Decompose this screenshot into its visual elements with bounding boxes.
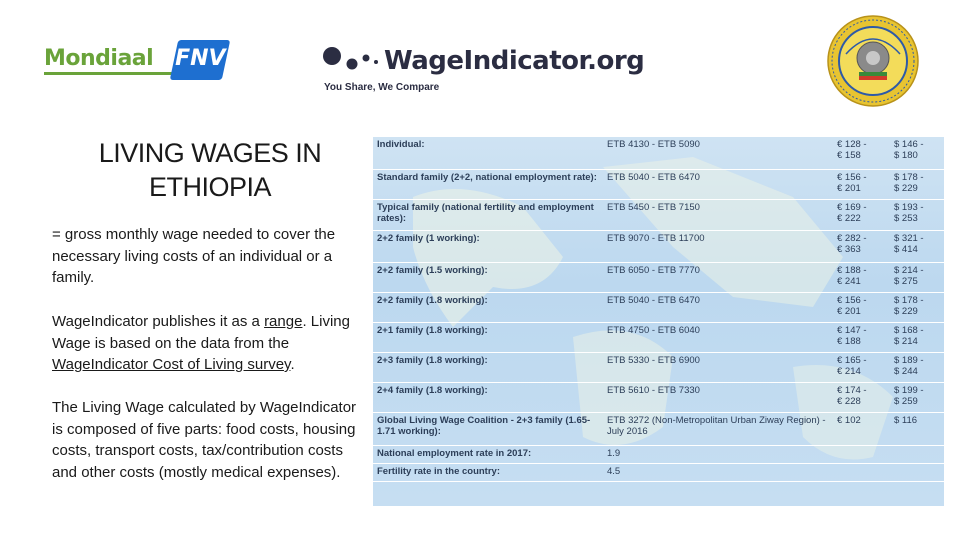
range-paragraph	[52, 311, 364, 376]
row-label: National employment rate in 2017:	[373, 445, 603, 463]
usd-range: $ 178 - $ 229	[890, 169, 944, 199]
table-row	[373, 169, 944, 199]
eur-range: € 188 - € 241	[833, 262, 890, 292]
fnv-badge-text: FNV	[175, 46, 226, 71]
definition-paragraph: = gross monthly wage needed to cover the necessary living costs of an individual or a family.	[52, 226, 336, 286]
usd-range: $ 193 - $ 253	[890, 199, 944, 230]
usd-range	[890, 463, 944, 481]
etb-range: ETB 5330 - ETB 6900	[603, 352, 833, 382]
fnv-badge	[170, 40, 231, 80]
row-label: 2+3 family (1.8 working):	[373, 352, 603, 382]
table-row	[373, 230, 944, 262]
living-wage-table-panel	[373, 137, 944, 506]
confederation-seal-icon	[826, 14, 920, 108]
eur-range: € 156 - € 201	[833, 169, 890, 199]
etb-range: ETB 6050 - ETB 7770	[603, 262, 833, 292]
page-title-line1: LIVING WAGES IN	[98, 138, 322, 168]
table-row	[373, 322, 944, 352]
table-row	[373, 463, 944, 481]
eur-range: € 174 - € 228	[833, 382, 890, 412]
etb-range: ETB 4750 - ETB 6040	[603, 322, 833, 352]
usd-range: $ 178 - $ 229	[890, 292, 944, 322]
etb-range: ETB 3272 (Non-Metropolitan Urban Ziway Region) - July 2016	[603, 412, 833, 445]
etb-range: 4.5	[603, 463, 833, 481]
range-text-a: WageIndicator publishes it as a	[52, 313, 265, 330]
etb-range: ETB 4130 - ETB 5090	[603, 137, 833, 169]
table-row	[373, 352, 944, 382]
fnv-logo-word: Mondiaal	[44, 46, 154, 71]
range-link[interactable]: range	[264, 313, 303, 330]
eur-range	[833, 463, 890, 481]
row-label: 2+2 family (1.5 working):	[373, 262, 603, 292]
usd-range: $ 214 - $ 275	[890, 262, 944, 292]
table-row	[373, 137, 944, 169]
row-label: 2+1 family (1.8 working):	[373, 322, 603, 352]
table-row	[373, 199, 944, 230]
range-text-c: .	[290, 356, 295, 373]
fnv-logo-underline	[44, 72, 172, 75]
row-label: 2+4 family (1.8 working):	[373, 382, 603, 412]
etb-range: ETB 9070 - ETB 11700	[603, 230, 833, 262]
eur-range: € 102	[833, 412, 890, 445]
row-label: Fertility rate in the country:	[373, 463, 603, 481]
usd-range: $ 189 - $ 244	[890, 352, 944, 382]
row-label: Global Living Wage Coalition - 2+3 family (1.65-1.71 working):	[373, 412, 603, 445]
usd-range: $ 116	[890, 412, 944, 445]
range-text-b: . Living Wage is based on the data from the	[52, 313, 350, 352]
usd-range: $ 146 - $ 180	[890, 137, 944, 169]
composition-paragraph: The Living Wage calculated by WageIndicator is composed of five parts: food costs, housing costs, transport costs, tax/contribution costs and other costs (mostly medical expenses).	[52, 399, 357, 481]
usd-range: $ 168 - $ 214	[890, 322, 944, 352]
wageindicator-logo	[322, 44, 645, 96]
usd-range	[890, 445, 944, 463]
wageindicator-dots-icon	[322, 44, 384, 74]
etb-range: ETB 5040 - ETB 6470	[603, 292, 833, 322]
table-row	[373, 445, 944, 463]
eur-range: € 147 - € 188	[833, 322, 890, 352]
mondiaal-fnv-logo	[44, 40, 224, 82]
wageindicator-tagline: You Share, We Compare	[324, 82, 440, 93]
eur-range: € 169 - € 222	[833, 199, 890, 230]
page-title-line2: ETHIOPIA	[148, 172, 272, 202]
row-label: Individual:	[373, 137, 603, 169]
living-wage-table	[373, 137, 944, 482]
etb-range: ETB 5610 - ETB 7330	[603, 382, 833, 412]
row-label: Typical family (national fertility and employment rates):	[373, 199, 603, 230]
eur-range: € 156 - € 201	[833, 292, 890, 322]
eur-range: € 128 - € 158	[833, 137, 890, 169]
row-label: Standard family (2+2, national employment rate):	[373, 169, 603, 199]
table-row	[373, 382, 944, 412]
row-label: 2+2 family (1.8 working):	[373, 292, 603, 322]
table-row	[373, 292, 944, 322]
usd-range: $ 199 - $ 259	[890, 382, 944, 412]
row-label: 2+2 family (1 working):	[373, 230, 603, 262]
etb-range: ETB 5040 - ETB 6470	[603, 169, 833, 199]
usd-range: $ 321 - $ 414	[890, 230, 944, 262]
page-title	[60, 136, 360, 204]
wageindicator-brand: WageIndicator.org	[384, 46, 645, 76]
table-row	[373, 412, 944, 445]
eur-range: € 282 - € 363	[833, 230, 890, 262]
cost-of-living-survey-link[interactable]: WageIndicator Cost of Living survey	[52, 356, 291, 373]
eur-range	[833, 445, 890, 463]
etb-range: ETB 5450 - ETB 7150	[603, 199, 833, 230]
table-row	[373, 262, 944, 292]
etb-range: 1.9	[603, 445, 833, 463]
eur-range: € 165 - € 214	[833, 352, 890, 382]
